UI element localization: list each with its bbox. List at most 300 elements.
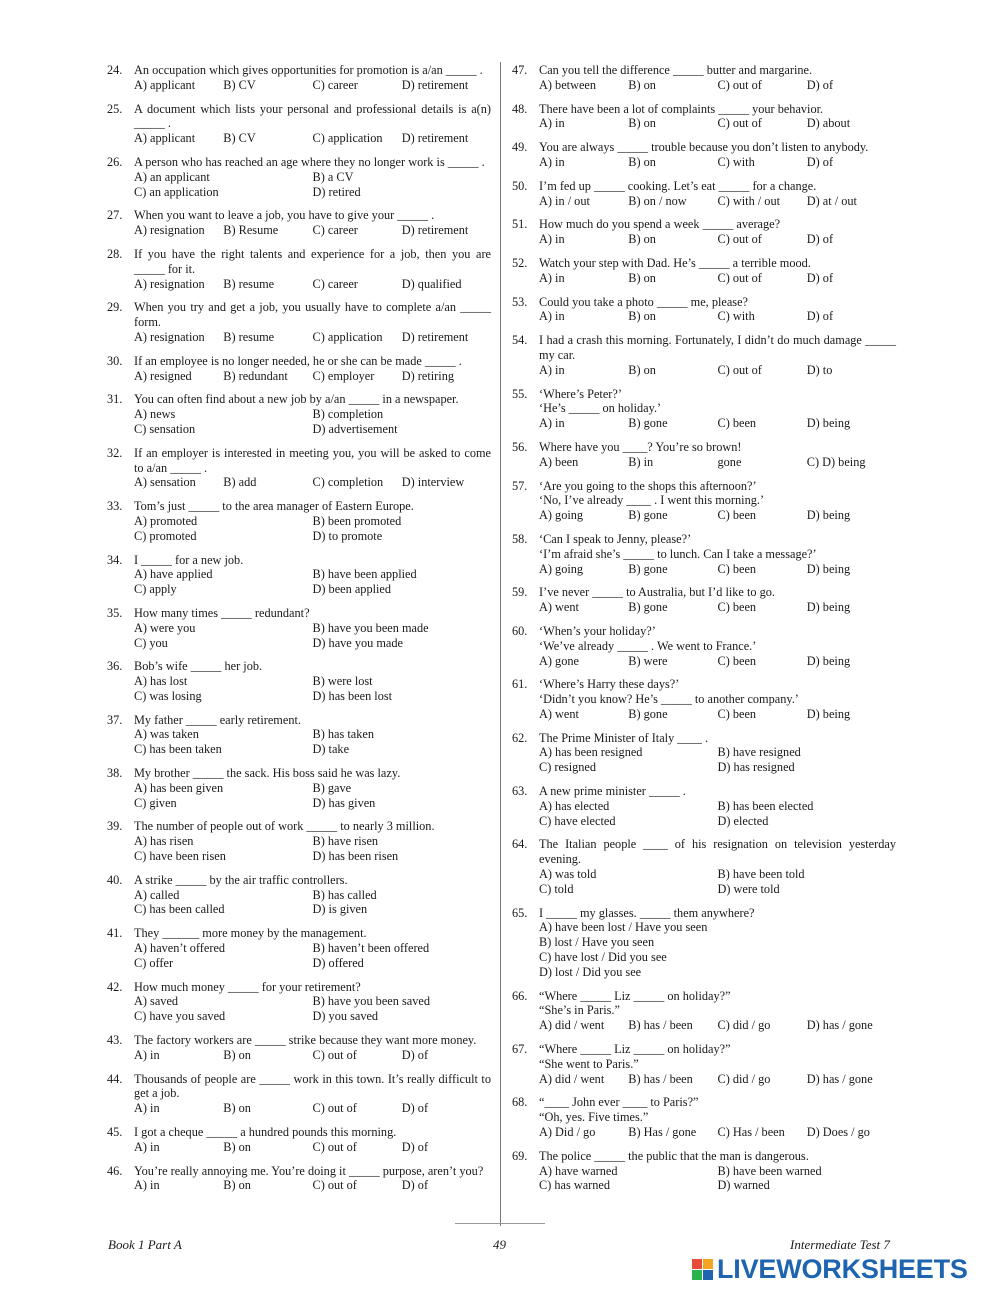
answer-option[interactable]: A) in bbox=[539, 270, 565, 285]
answer-option[interactable]: A) has been resigned bbox=[539, 745, 643, 760]
question-item bbox=[512, 387, 896, 431]
question-stem: There have been a lot of complaints _____ your behavior. bbox=[539, 101, 824, 116]
answer-option[interactable]: C) with bbox=[717, 154, 755, 169]
question-number: 54. bbox=[512, 333, 528, 348]
answer-option[interactable]: C) been bbox=[717, 561, 757, 576]
answer-option[interactable]: B) gone bbox=[628, 706, 668, 721]
question-item bbox=[512, 585, 896, 615]
answer-option[interactable]: C) out of bbox=[717, 116, 762, 131]
answer-option[interactable]: D) of bbox=[806, 154, 834, 169]
question-number: 59. bbox=[512, 585, 528, 600]
answer-option[interactable]: B) on bbox=[223, 1178, 251, 1193]
answer-options bbox=[539, 309, 896, 324]
answer-option[interactable]: A) going bbox=[539, 508, 584, 523]
question-number: 38. bbox=[107, 766, 123, 781]
answer-option[interactable]: D) being bbox=[806, 561, 851, 576]
question-item bbox=[107, 63, 491, 93]
answer-option[interactable]: A) went bbox=[539, 600, 579, 615]
question-number: 64. bbox=[512, 837, 528, 852]
answer-options bbox=[539, 271, 896, 286]
answer-options bbox=[539, 745, 896, 775]
answer-option[interactable]: D) has / gone bbox=[806, 1071, 873, 1086]
answer-option[interactable]: C) application bbox=[312, 131, 383, 146]
answer-option[interactable]: B) Resume bbox=[223, 223, 279, 238]
answer-option[interactable]: A) resignation bbox=[134, 276, 205, 291]
answer-option[interactable]: A) has been given bbox=[134, 780, 224, 795]
question-number: 48. bbox=[512, 101, 528, 116]
answer-option[interactable]: D) to promote bbox=[312, 528, 383, 543]
answer-option[interactable]: D) has resigned bbox=[717, 760, 795, 775]
question-item bbox=[107, 873, 491, 917]
answer-option[interactable]: C) have lost / Did you see bbox=[539, 950, 667, 965]
question-stem: A strike _____ by the air traffic controllers. bbox=[134, 872, 348, 887]
answer-option[interactable]: D) retirement bbox=[401, 77, 469, 92]
question-item bbox=[512, 140, 896, 170]
question-number: 40. bbox=[107, 872, 123, 887]
question-stem: ‘I’m afraid she’s _____ to lunch. Can I take a message?’ bbox=[539, 546, 817, 561]
question-item bbox=[512, 63, 896, 93]
answer-option[interactable]: A) promoted bbox=[134, 513, 198, 528]
question-number: 65. bbox=[512, 905, 528, 920]
answer-option[interactable]: B) a CV bbox=[312, 169, 354, 184]
question-item bbox=[107, 659, 491, 703]
answer-option[interactable]: B) redundant bbox=[223, 368, 288, 383]
question-number: 30. bbox=[107, 353, 123, 368]
question-stem: If an employee is no longer needed, he or she can be made _____ . bbox=[134, 353, 462, 368]
question-number: 51. bbox=[512, 217, 528, 232]
answer-option[interactable]: A) resignation bbox=[134, 223, 205, 238]
answer-option[interactable]: D) interview bbox=[401, 475, 465, 490]
question-stem: Watch your step with Dad. He’s _____ a terrible mood. bbox=[539, 255, 811, 270]
answer-option[interactable]: A) has lost bbox=[134, 674, 188, 689]
answer-options bbox=[134, 407, 491, 437]
question-stem: The number of people out of work _____ to nearly 3 million. bbox=[134, 819, 435, 834]
answer-option[interactable]: C) did / go bbox=[717, 1018, 771, 1033]
answer-option[interactable]: B) have you been made bbox=[312, 620, 429, 635]
answer-option[interactable]: B) on bbox=[628, 309, 656, 324]
answer-option[interactable]: B) CV bbox=[223, 77, 256, 92]
answer-option[interactable]: D) being bbox=[806, 600, 851, 615]
answer-option[interactable]: D) retirement bbox=[401, 329, 469, 344]
answer-option[interactable]: B) on bbox=[628, 154, 656, 169]
question-item bbox=[512, 179, 896, 209]
answer-option[interactable]: B) resume bbox=[223, 329, 275, 344]
answer-option[interactable]: A) sensation bbox=[134, 475, 196, 490]
answer-options bbox=[134, 1178, 491, 1193]
answer-option[interactable]: C) completion bbox=[312, 475, 384, 490]
question-stem: When you try and get a job, you usually have to complete a/an _____ form. bbox=[134, 300, 491, 330]
answer-option[interactable]: C) D) being bbox=[806, 454, 866, 469]
answer-option[interactable]: B) has taken bbox=[312, 727, 374, 742]
logo-square-orange bbox=[703, 1259, 713, 1269]
answer-option[interactable]: B) resume bbox=[223, 276, 275, 291]
question-item bbox=[512, 906, 896, 980]
answer-option[interactable]: A) applicant bbox=[134, 131, 196, 146]
question-stem: I’m fed up _____ cooking. Let’s eat _____ for a change. bbox=[539, 178, 817, 193]
answer-option[interactable]: A) called bbox=[134, 887, 180, 902]
answer-option[interactable]: C) offer bbox=[134, 955, 174, 970]
answer-option[interactable]: B) on bbox=[628, 270, 656, 285]
question-item bbox=[107, 247, 491, 291]
answer-option[interactable]: D) been applied bbox=[312, 582, 392, 597]
answer-option[interactable]: C) out of bbox=[312, 1101, 357, 1116]
answer-option[interactable]: A) has risen bbox=[134, 834, 194, 849]
answer-option[interactable]: D) take bbox=[312, 742, 350, 757]
question-item bbox=[107, 446, 491, 490]
answer-option[interactable]: B) on bbox=[223, 1139, 251, 1154]
question-stem: I got a cheque _____ a hundred pounds this morning. bbox=[134, 1125, 397, 1140]
question-item bbox=[107, 354, 491, 384]
question-stem: ‘When’s your holiday?’ bbox=[539, 623, 656, 638]
answer-option[interactable]: D) offered bbox=[312, 955, 364, 970]
answer-option[interactable]: A) did / went bbox=[539, 1071, 605, 1086]
question-item bbox=[512, 256, 896, 286]
answer-option[interactable]: A) have been lost / Have you seen bbox=[539, 920, 708, 935]
question-item bbox=[512, 731, 896, 775]
answer-option[interactable]: C) did / go bbox=[717, 1071, 771, 1086]
question-stem: Where have you ____? You’re so brown! bbox=[539, 439, 742, 454]
answer-option[interactable]: C) told bbox=[539, 881, 574, 896]
question-stem: ‘Can I speak to Jenny, please?’ bbox=[539, 531, 692, 546]
answer-option[interactable]: D) elected bbox=[717, 813, 769, 828]
question-stem: “Where _____ Liz _____ on holiday?” bbox=[539, 1042, 731, 1057]
answer-option[interactable]: C) you bbox=[134, 635, 168, 650]
answer-option[interactable]: B) has / been bbox=[628, 1018, 693, 1033]
answer-option[interactable]: B) have been warned bbox=[717, 1163, 822, 1178]
answer-option[interactable]: C) with / out bbox=[717, 193, 781, 208]
answer-option[interactable]: C) been bbox=[717, 416, 757, 431]
question-item bbox=[107, 1164, 491, 1194]
answer-option[interactable]: A) haven’t offered bbox=[134, 941, 226, 956]
answer-option[interactable]: B) on / now bbox=[628, 193, 687, 208]
question-stem: You’re really annoying me. You’re doing it _____ purpose, aren’t you? bbox=[134, 1163, 484, 1178]
question-stem: “She went to Paris.” bbox=[539, 1056, 639, 1071]
answer-options bbox=[539, 416, 896, 431]
answer-option[interactable]: D) of bbox=[806, 77, 834, 92]
answer-option[interactable]: B) haven’t been offered bbox=[312, 941, 430, 956]
question-item bbox=[107, 392, 491, 436]
question-stem: How much money _____ for your retirement? bbox=[134, 979, 361, 994]
answer-options bbox=[539, 920, 896, 979]
answer-option[interactable]: A) has elected bbox=[539, 798, 610, 813]
answer-option[interactable]: B) add bbox=[223, 475, 257, 490]
answer-options bbox=[539, 78, 896, 93]
answer-option[interactable]: D) of bbox=[401, 1139, 429, 1154]
question-item bbox=[107, 300, 491, 344]
answer-option[interactable]: C) out of bbox=[717, 362, 762, 377]
answer-option[interactable]: C) has warned bbox=[539, 1178, 611, 1193]
answer-option[interactable]: C) been bbox=[717, 600, 757, 615]
question-number: 31. bbox=[107, 392, 123, 407]
question-stem: ‘Are you going to the shops this afternoon?’ bbox=[539, 478, 757, 493]
answer-options bbox=[134, 941, 491, 971]
answer-option[interactable]: B) have been told bbox=[717, 867, 805, 882]
question-item bbox=[107, 766, 491, 810]
question-number: 56. bbox=[512, 439, 528, 454]
question-stem: ‘He’s _____ on holiday.’ bbox=[539, 401, 662, 416]
answer-option[interactable]: D) of bbox=[401, 1101, 429, 1116]
answer-option[interactable]: D) is given bbox=[312, 902, 368, 917]
answer-option[interactable]: D) retirement bbox=[401, 131, 469, 146]
answer-option[interactable]: A) in / out bbox=[539, 193, 590, 208]
answer-option[interactable]: A) in bbox=[539, 232, 565, 247]
answer-option[interactable]: C) resigned bbox=[539, 760, 597, 775]
answer-option[interactable]: B) has called bbox=[312, 887, 377, 902]
answer-option[interactable]: C) apply bbox=[134, 582, 177, 597]
answer-option[interactable]: D) retirement bbox=[401, 223, 469, 238]
question-number: 45. bbox=[107, 1125, 123, 1140]
question-number: 61. bbox=[512, 677, 528, 692]
answer-option[interactable]: C) out of bbox=[717, 232, 762, 247]
answer-option[interactable]: B) lost / Have you seen bbox=[539, 935, 655, 950]
answer-options bbox=[134, 475, 491, 490]
answer-option[interactable]: B) Has / gone bbox=[628, 1125, 697, 1140]
answer-option[interactable]: D) has been risen bbox=[312, 849, 399, 864]
answer-option[interactable]: B) completion bbox=[312, 407, 384, 422]
question-item bbox=[107, 499, 491, 543]
answer-option[interactable]: C) Has / been bbox=[717, 1125, 785, 1140]
answer-option[interactable]: A) in bbox=[539, 309, 565, 324]
answer-options bbox=[539, 1072, 896, 1087]
logo-square-red bbox=[692, 1259, 702, 1269]
answer-option[interactable]: C) have elected bbox=[539, 813, 616, 828]
question-number: 43. bbox=[107, 1033, 123, 1048]
question-number: 68. bbox=[512, 1095, 528, 1110]
answer-option[interactable]: C) was losing bbox=[134, 688, 202, 703]
question-number: 60. bbox=[512, 623, 528, 638]
question-stem: ‘Where’s Peter?’ bbox=[539, 386, 622, 401]
answer-option[interactable]: D) have you made bbox=[312, 635, 403, 650]
question-item bbox=[107, 102, 491, 146]
question-stem: ‘We’ve already _____ . We went to France.’ bbox=[539, 638, 757, 653]
answer-option[interactable]: C) has been called bbox=[134, 902, 225, 917]
answer-option[interactable]: D) qualified bbox=[401, 276, 462, 291]
answer-options bbox=[539, 1164, 896, 1194]
answer-option[interactable]: A) went bbox=[539, 706, 579, 721]
answer-option[interactable]: A) Did / go bbox=[539, 1125, 596, 1140]
answer-option[interactable]: A) in bbox=[539, 362, 565, 377]
answer-option[interactable]: B) have been applied bbox=[312, 567, 417, 582]
answer-option[interactable]: B) on bbox=[223, 1101, 251, 1116]
answer-option[interactable]: B) were lost bbox=[312, 674, 373, 689]
answer-options bbox=[134, 567, 491, 597]
answer-option[interactable]: C) out of bbox=[717, 77, 762, 92]
answer-option[interactable]: C) have been risen bbox=[134, 849, 226, 864]
answer-option[interactable]: C) out of bbox=[312, 1178, 357, 1193]
answer-option[interactable]: B) were bbox=[628, 653, 668, 668]
answer-option[interactable]: D) being bbox=[806, 508, 851, 523]
question-stem: My father _____ early retirement. bbox=[134, 712, 301, 727]
answer-option[interactable]: C) career bbox=[312, 276, 358, 291]
answer-option[interactable]: C) been bbox=[717, 706, 757, 721]
question-item bbox=[512, 784, 896, 828]
answer-option[interactable]: C) out of bbox=[312, 1047, 357, 1062]
answer-option[interactable]: D) warned bbox=[717, 1178, 770, 1193]
answer-option[interactable]: C) sensation bbox=[134, 421, 196, 436]
answer-option[interactable]: D) of bbox=[806, 232, 834, 247]
answer-option[interactable]: A) resignation bbox=[134, 329, 205, 344]
answer-option[interactable]: D) of bbox=[806, 270, 834, 285]
answer-option[interactable]: A) was told bbox=[539, 867, 597, 882]
answer-option[interactable]: C) career bbox=[312, 223, 358, 238]
question-number: 67. bbox=[512, 1042, 528, 1057]
question-item bbox=[107, 553, 491, 597]
answer-option[interactable]: C) out of bbox=[717, 270, 762, 285]
answer-option[interactable]: A) going bbox=[539, 561, 584, 576]
answer-option[interactable]: D) has been lost bbox=[312, 688, 393, 703]
question-stem: Could you take a photo _____ me, please? bbox=[539, 294, 748, 309]
answer-option[interactable]: D) of bbox=[401, 1178, 429, 1193]
answer-option[interactable]: A) resigned bbox=[134, 368, 192, 383]
answer-option[interactable]: A) saved bbox=[134, 994, 179, 1009]
answer-option[interactable]: B) have you been saved bbox=[312, 994, 430, 1009]
answer-option[interactable]: C) out of bbox=[312, 1139, 357, 1154]
answer-option[interactable]: A) news bbox=[134, 407, 176, 422]
answer-option[interactable]: D) Does / go bbox=[806, 1125, 870, 1140]
answer-option[interactable]: D) you saved bbox=[312, 1009, 379, 1024]
answer-option[interactable]: A) an applicant bbox=[134, 169, 210, 184]
question-number: 53. bbox=[512, 294, 528, 309]
answer-options bbox=[539, 867, 896, 897]
answer-option[interactable]: B) gone bbox=[628, 508, 668, 523]
question-item bbox=[107, 155, 491, 199]
answer-option[interactable]: A) in bbox=[134, 1047, 160, 1062]
answer-option[interactable]: A) did / went bbox=[539, 1018, 605, 1033]
question-stem: A person who has reached an age where they no longer work is _____ . bbox=[134, 154, 485, 169]
answer-option[interactable]: D) being bbox=[806, 706, 851, 721]
answer-option[interactable]: C) with bbox=[717, 309, 755, 324]
question-item bbox=[512, 217, 896, 247]
answer-option[interactable]: A) have warned bbox=[539, 1163, 618, 1178]
question-stem: A new prime minister _____ . bbox=[539, 784, 686, 799]
answer-option[interactable]: D) being bbox=[806, 416, 851, 431]
question-item bbox=[512, 440, 896, 470]
answer-option[interactable]: B) on bbox=[628, 77, 656, 92]
answer-option[interactable]: B) on bbox=[628, 362, 656, 377]
answer-option[interactable]: B) have resigned bbox=[717, 745, 801, 760]
question-stem: I _____ for a new job. bbox=[134, 552, 244, 567]
answer-option[interactable]: C) been bbox=[717, 653, 757, 668]
question-number: 42. bbox=[107, 979, 123, 994]
answer-option[interactable]: D) at / out bbox=[806, 193, 857, 208]
answer-option[interactable]: C) given bbox=[134, 795, 177, 810]
question-item bbox=[107, 1033, 491, 1063]
answer-options bbox=[134, 330, 491, 345]
answer-option[interactable]: C) an application bbox=[134, 184, 219, 199]
question-number: 29. bbox=[107, 300, 123, 315]
question-stem: “Where _____ Liz _____ on holiday?” bbox=[539, 988, 731, 1003]
answer-option[interactable]: D) being bbox=[806, 653, 851, 668]
question-item bbox=[512, 837, 896, 896]
answer-option[interactable]: D) about bbox=[806, 116, 851, 131]
right-question-column bbox=[512, 63, 896, 1202]
answer-option[interactable]: C) employer bbox=[312, 368, 375, 383]
answer-option[interactable]: A) gone bbox=[539, 653, 579, 668]
answer-option[interactable]: D) were told bbox=[717, 881, 780, 896]
answer-option[interactable]: A) in bbox=[134, 1139, 160, 1154]
answer-option[interactable]: B) have risen bbox=[312, 834, 379, 849]
answer-option[interactable]: D) advertisement bbox=[312, 421, 398, 436]
answer-option[interactable]: D) has given bbox=[312, 795, 376, 810]
question-number: 44. bbox=[107, 1071, 123, 1086]
answer-option[interactable]: B) in bbox=[628, 454, 654, 469]
answer-option[interactable]: D) has / gone bbox=[806, 1018, 873, 1033]
answer-options bbox=[539, 654, 896, 669]
answer-option[interactable]: D) lost / Did you see bbox=[539, 964, 642, 979]
answer-options bbox=[134, 834, 491, 864]
question-stem: My brother _____ the sack. His boss said he was lazy. bbox=[134, 766, 401, 781]
answer-option[interactable]: D) retiring bbox=[401, 368, 454, 383]
question-number: 55. bbox=[512, 386, 528, 401]
answer-option[interactable]: B) on bbox=[628, 232, 656, 247]
answer-option[interactable]: A) in bbox=[539, 416, 565, 431]
question-number: 41. bbox=[107, 926, 123, 941]
question-stem: When you want to leave a job, you have to give your _____ . bbox=[134, 208, 435, 223]
answer-option[interactable]: A) been bbox=[539, 454, 579, 469]
answer-option[interactable]: C) promoted bbox=[134, 528, 197, 543]
answer-option[interactable]: B) on bbox=[628, 116, 656, 131]
answer-option[interactable]: B) gone bbox=[628, 600, 668, 615]
answer-option[interactable]: C) career bbox=[312, 77, 358, 92]
answer-option[interactable]: D) to bbox=[806, 362, 833, 377]
answer-option[interactable]: B) been promoted bbox=[312, 513, 402, 528]
answer-option[interactable]: A) in bbox=[134, 1101, 160, 1116]
answer-option[interactable]: B) gave bbox=[312, 780, 352, 795]
question-item bbox=[107, 926, 491, 970]
answer-option[interactable]: gone bbox=[717, 454, 742, 469]
answer-option[interactable]: A) applicant bbox=[134, 77, 196, 92]
answer-option[interactable]: A) in bbox=[134, 1178, 160, 1193]
answer-options bbox=[539, 562, 896, 577]
answer-option[interactable]: B) has been elected bbox=[717, 798, 814, 813]
question-item bbox=[107, 208, 491, 238]
question-stem: Tom’s just _____ to the area manager of Eastern Europe. bbox=[134, 499, 414, 514]
answer-option[interactable]: A) were you bbox=[134, 620, 196, 635]
answer-option[interactable]: A) have applied bbox=[134, 567, 213, 582]
question-item bbox=[512, 677, 896, 721]
question-item bbox=[512, 624, 896, 668]
answer-option[interactable]: C) application bbox=[312, 329, 383, 344]
question-number: 25. bbox=[107, 101, 123, 116]
answer-option[interactable]: A) in bbox=[539, 154, 565, 169]
question-stem: Bob’s wife _____ her job. bbox=[134, 659, 263, 674]
question-item bbox=[512, 532, 896, 576]
question-number: 34. bbox=[107, 552, 123, 567]
liveworksheets-logo[interactable] bbox=[692, 1254, 968, 1284]
question-stem: How many times _____ redundant? bbox=[134, 605, 310, 620]
answer-option[interactable]: D) of bbox=[806, 309, 834, 324]
answer-option[interactable]: B) gone bbox=[628, 561, 668, 576]
question-item bbox=[107, 1072, 491, 1116]
answer-option[interactable]: B) gone bbox=[628, 416, 668, 431]
question-item bbox=[107, 1125, 491, 1155]
answer-option[interactable]: B) on bbox=[223, 1047, 251, 1062]
answer-option[interactable]: A) was taken bbox=[134, 727, 199, 742]
answer-option[interactable]: B) CV bbox=[223, 131, 256, 146]
answer-option[interactable]: A) in bbox=[539, 116, 565, 131]
answer-options bbox=[134, 78, 491, 93]
answer-option[interactable]: A) between bbox=[539, 77, 597, 92]
answer-option[interactable]: D) of bbox=[401, 1047, 429, 1062]
answer-options bbox=[134, 1140, 491, 1155]
answer-options bbox=[539, 1018, 896, 1033]
question-number: 57. bbox=[512, 478, 528, 493]
answer-option[interactable]: C) have you saved bbox=[134, 1009, 226, 1024]
answer-option[interactable]: D) retired bbox=[312, 184, 361, 199]
answer-option[interactable]: C) been bbox=[717, 508, 757, 523]
answer-option[interactable]: B) has / been bbox=[628, 1071, 693, 1086]
answer-option[interactable]: C) has been taken bbox=[134, 742, 222, 757]
